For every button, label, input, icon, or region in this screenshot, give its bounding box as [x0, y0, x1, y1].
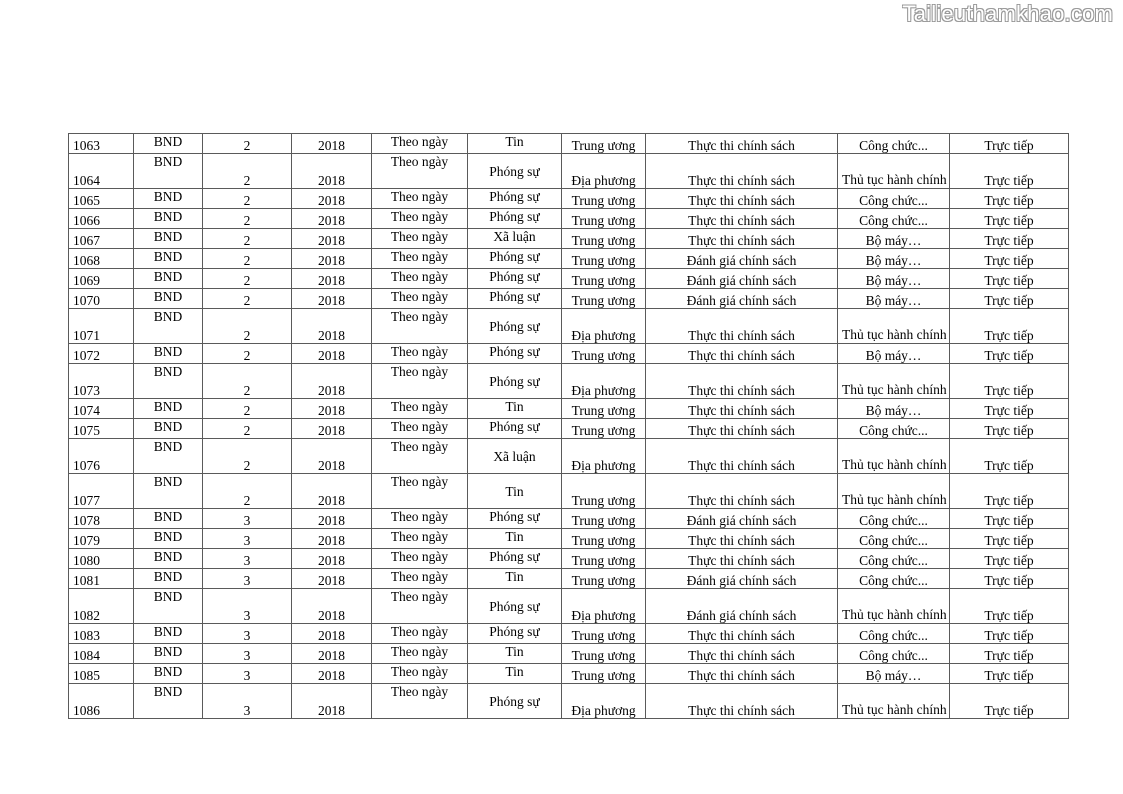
month-cell: 2 — [203, 399, 292, 419]
month-cell: 2 — [203, 189, 292, 209]
genre-cell: Phóng sự — [468, 364, 562, 399]
table-body — [69, 134, 1069, 719]
year-cell: 2018 — [292, 529, 372, 549]
mode-cell: Trực tiếp — [950, 344, 1069, 364]
level-cell: Trung ương — [562, 229, 646, 249]
row-number-cell: 1080 — [69, 549, 134, 569]
table-row — [69, 269, 1069, 289]
level-cell: Trung ương — [562, 399, 646, 419]
mode-cell: Trực tiếp — [950, 309, 1069, 344]
mode-cell: Trực tiếp — [950, 624, 1069, 644]
frequency-cell: Theo ngày — [372, 569, 468, 589]
subject-cell: Bộ máy… — [838, 289, 950, 309]
genre-cell: Tin — [468, 644, 562, 664]
mode-cell: Trực tiếp — [950, 399, 1069, 419]
row-number-cell: 1065 — [69, 189, 134, 209]
mode-cell: Trực tiếp — [950, 419, 1069, 439]
month-cell: 2 — [203, 364, 292, 399]
row-number-cell: 1071 — [69, 309, 134, 344]
month-cell: 3 — [203, 549, 292, 569]
row-number-cell: 1075 — [69, 419, 134, 439]
level-cell: Trung ương — [562, 529, 646, 549]
table-row — [69, 549, 1069, 569]
level-cell: Trung ương — [562, 289, 646, 309]
year-cell: 2018 — [292, 399, 372, 419]
mode-cell: Trực tiếp — [950, 229, 1069, 249]
topic-cell: Thực thi chính sách — [646, 229, 838, 249]
mode-cell: Trực tiếp — [950, 249, 1069, 269]
topic-cell: Thực thi chính sách — [646, 549, 838, 569]
row-number-cell: 1079 — [69, 529, 134, 549]
table-row — [69, 529, 1069, 549]
subject-cell: Công chức... — [838, 189, 950, 209]
source-cell: BND — [134, 229, 203, 249]
topic-cell: Thực thi chính sách — [646, 134, 838, 154]
source-cell: BND — [134, 209, 203, 229]
genre-cell: Tin — [468, 569, 562, 589]
row-number-cell: 1074 — [69, 399, 134, 419]
source-cell: BND — [134, 289, 203, 309]
genre-cell: Phóng sự — [468, 509, 562, 529]
month-cell: 3 — [203, 624, 292, 644]
subject-cell: Công chức... — [838, 624, 950, 644]
table-row — [69, 344, 1069, 364]
row-number-cell: 1072 — [69, 344, 134, 364]
month-cell: 2 — [203, 344, 292, 364]
records-table — [68, 133, 1069, 719]
genre-cell: Phóng sự — [468, 209, 562, 229]
level-cell: Trung ương — [562, 624, 646, 644]
genre-cell: Phóng sự — [468, 419, 562, 439]
genre-cell: Phóng sự — [468, 549, 562, 569]
level-cell: Trung ương — [562, 419, 646, 439]
frequency-cell: Theo ngày — [372, 589, 468, 624]
topic-cell: Thực thi chính sách — [646, 419, 838, 439]
month-cell: 2 — [203, 209, 292, 229]
source-cell: BND — [134, 569, 203, 589]
year-cell: 2018 — [292, 209, 372, 229]
month-cell: 3 — [203, 569, 292, 589]
topic-cell: Đánh giá chính sách — [646, 249, 838, 269]
genre-cell: Tin — [468, 664, 562, 684]
genre-cell: Tin — [468, 529, 562, 549]
source-cell: BND — [134, 134, 203, 154]
level-cell: Trung ương — [562, 249, 646, 269]
frequency-cell: Theo ngày — [372, 309, 468, 344]
month-cell: 3 — [203, 529, 292, 549]
mode-cell: Trực tiếp — [950, 154, 1069, 189]
month-cell: 3 — [203, 684, 292, 719]
genre-cell: Xã luận — [468, 229, 562, 249]
month-cell: 2 — [203, 134, 292, 154]
month-cell: 2 — [203, 249, 292, 269]
table-row — [69, 229, 1069, 249]
table-row — [69, 569, 1069, 589]
table-row — [69, 589, 1069, 624]
mode-cell: Trực tiếp — [950, 474, 1069, 509]
table-row — [69, 509, 1069, 529]
genre-cell: Phóng sự — [468, 309, 562, 344]
genre-cell: Phóng sự — [468, 589, 562, 624]
topic-cell: Thực thi chính sách — [646, 529, 838, 549]
row-number-cell: 1078 — [69, 509, 134, 529]
frequency-cell: Theo ngày — [372, 249, 468, 269]
level-cell: Trung ương — [562, 209, 646, 229]
month-cell: 2 — [203, 419, 292, 439]
level-cell: Địa phương — [562, 684, 646, 719]
genre-cell: Phóng sự — [468, 684, 562, 719]
topic-cell: Đánh giá chính sách — [646, 269, 838, 289]
topic-cell: Thực thi chính sách — [646, 209, 838, 229]
genre-cell: Phóng sự — [468, 624, 562, 644]
row-number-cell: 1083 — [69, 624, 134, 644]
subject-cell: Thủ tục hành chính — [838, 684, 950, 719]
topic-cell: Thực thi chính sách — [646, 684, 838, 719]
year-cell: 2018 — [292, 134, 372, 154]
genre-cell: Phóng sự — [468, 249, 562, 269]
level-cell: Trung ương — [562, 344, 646, 364]
topic-cell: Thực thi chính sách — [646, 624, 838, 644]
genre-cell: Phóng sự — [468, 269, 562, 289]
subject-cell: Thủ tục hành chính — [838, 589, 950, 624]
source-cell: BND — [134, 684, 203, 719]
mode-cell: Trực tiếp — [950, 509, 1069, 529]
mode-cell: Trực tiếp — [950, 289, 1069, 309]
frequency-cell: Theo ngày — [372, 439, 468, 474]
frequency-cell: Theo ngày — [372, 289, 468, 309]
year-cell: 2018 — [292, 189, 372, 209]
genre-cell: Phóng sự — [468, 189, 562, 209]
subject-cell: Bộ máy… — [838, 664, 950, 684]
subject-cell: Công chức... — [838, 549, 950, 569]
subject-cell: Thủ tục hành chính — [838, 439, 950, 474]
year-cell: 2018 — [292, 684, 372, 719]
year-cell: 2018 — [292, 289, 372, 309]
level-cell: Trung ương — [562, 549, 646, 569]
row-number-cell: 1070 — [69, 289, 134, 309]
source-cell: BND — [134, 364, 203, 399]
mode-cell: Trực tiếp — [950, 189, 1069, 209]
source-cell: BND — [134, 189, 203, 209]
month-cell: 3 — [203, 644, 292, 664]
subject-cell: Thủ tục hành chính — [838, 309, 950, 344]
table-row — [69, 154, 1069, 189]
topic-cell: Thực thi chính sách — [646, 344, 838, 364]
subject-cell: Bộ máy… — [838, 344, 950, 364]
level-cell: Trung ương — [562, 189, 646, 209]
subject-cell: Công chức... — [838, 644, 950, 664]
month-cell: 2 — [203, 474, 292, 509]
topic-cell: Thực thi chính sách — [646, 474, 838, 509]
topic-cell: Thực thi chính sách — [646, 644, 838, 664]
table-row — [69, 419, 1069, 439]
genre-cell: Tin — [468, 399, 562, 419]
subject-cell: Công chức... — [838, 529, 950, 549]
table-row — [69, 309, 1069, 344]
source-cell: BND — [134, 309, 203, 344]
row-number-cell: 1069 — [69, 269, 134, 289]
year-cell: 2018 — [292, 269, 372, 289]
table-row — [69, 189, 1069, 209]
table-row — [69, 134, 1069, 154]
row-number-cell: 1066 — [69, 209, 134, 229]
table-row — [69, 439, 1069, 474]
site-watermark: Tailieuthamkhao.com — [902, 1, 1113, 26]
subject-cell: Công chức... — [838, 569, 950, 589]
year-cell: 2018 — [292, 344, 372, 364]
source-cell: BND — [134, 439, 203, 474]
month-cell: 2 — [203, 154, 292, 189]
genre-cell: Tin — [468, 474, 562, 509]
frequency-cell: Theo ngày — [372, 644, 468, 664]
row-number-cell: 1073 — [69, 364, 134, 399]
row-number-cell: 1086 — [69, 684, 134, 719]
mode-cell: Trực tiếp — [950, 684, 1069, 719]
frequency-cell: Theo ngày — [372, 229, 468, 249]
source-cell: BND — [134, 399, 203, 419]
month-cell: 2 — [203, 229, 292, 249]
topic-cell: Đánh giá chính sách — [646, 589, 838, 624]
year-cell: 2018 — [292, 624, 372, 644]
table-row — [69, 684, 1069, 719]
year-cell: 2018 — [292, 249, 372, 269]
table-row — [69, 624, 1069, 644]
genre-cell: Tin — [468, 134, 562, 154]
mode-cell: Trực tiếp — [950, 439, 1069, 474]
frequency-cell: Theo ngày — [372, 269, 468, 289]
subject-cell: Bộ máy… — [838, 249, 950, 269]
year-cell: 2018 — [292, 229, 372, 249]
subject-cell: Bộ máy… — [838, 399, 950, 419]
row-number-cell: 1067 — [69, 229, 134, 249]
frequency-cell: Theo ngày — [372, 189, 468, 209]
row-number-cell: 1063 — [69, 134, 134, 154]
level-cell: Trung ương — [562, 269, 646, 289]
frequency-cell: Theo ngày — [372, 664, 468, 684]
source-cell: BND — [134, 549, 203, 569]
level-cell: Trung ương — [562, 509, 646, 529]
source-cell: BND — [134, 509, 203, 529]
year-cell: 2018 — [292, 569, 372, 589]
frequency-cell: Theo ngày — [372, 474, 468, 509]
mode-cell: Trực tiếp — [950, 134, 1069, 154]
subject-cell: Công chức... — [838, 419, 950, 439]
mode-cell: Trực tiếp — [950, 644, 1069, 664]
table-row — [69, 209, 1069, 229]
month-cell: 3 — [203, 509, 292, 529]
table-row — [69, 474, 1069, 509]
row-number-cell: 1084 — [69, 644, 134, 664]
source-cell: BND — [134, 419, 203, 439]
subject-cell: Thủ tục hành chính — [838, 154, 950, 189]
year-cell: 2018 — [292, 309, 372, 344]
source-cell: BND — [134, 344, 203, 364]
source-cell: BND — [134, 529, 203, 549]
topic-cell: Thực thi chính sách — [646, 309, 838, 344]
row-number-cell: 1076 — [69, 439, 134, 474]
mode-cell: Trực tiếp — [950, 364, 1069, 399]
subject-cell: Công chức... — [838, 509, 950, 529]
genre-cell: Phóng sự — [468, 154, 562, 189]
year-cell: 2018 — [292, 474, 372, 509]
month-cell: 3 — [203, 589, 292, 624]
topic-cell: Đánh giá chính sách — [646, 569, 838, 589]
year-cell: 2018 — [292, 549, 372, 569]
row-number-cell: 1082 — [69, 589, 134, 624]
level-cell: Trung ương — [562, 134, 646, 154]
year-cell: 2018 — [292, 364, 372, 399]
level-cell: Trung ương — [562, 474, 646, 509]
frequency-cell: Theo ngày — [372, 509, 468, 529]
month-cell: 3 — [203, 664, 292, 684]
month-cell: 2 — [203, 439, 292, 474]
year-cell: 2018 — [292, 439, 372, 474]
mode-cell: Trực tiếp — [950, 529, 1069, 549]
topic-cell: Thực thi chính sách — [646, 364, 838, 399]
frequency-cell: Theo ngày — [372, 684, 468, 719]
source-cell: BND — [134, 589, 203, 624]
table-row — [69, 364, 1069, 399]
subject-cell: Công chức... — [838, 209, 950, 229]
level-cell: Địa phương — [562, 589, 646, 624]
table-row — [69, 644, 1069, 664]
subject-cell: Thủ tục hành chính — [838, 474, 950, 509]
frequency-cell: Theo ngày — [372, 419, 468, 439]
year-cell: 2018 — [292, 509, 372, 529]
source-cell: BND — [134, 474, 203, 509]
mode-cell: Trực tiếp — [950, 664, 1069, 684]
month-cell: 2 — [203, 289, 292, 309]
frequency-cell: Theo ngày — [372, 529, 468, 549]
source-cell: BND — [134, 154, 203, 189]
row-number-cell: 1081 — [69, 569, 134, 589]
table-row — [69, 399, 1069, 419]
topic-cell: Đánh giá chính sách — [646, 289, 838, 309]
frequency-cell: Theo ngày — [372, 624, 468, 644]
source-cell: BND — [134, 249, 203, 269]
year-cell: 2018 — [292, 589, 372, 624]
level-cell: Địa phương — [562, 309, 646, 344]
topic-cell: Thực thi chính sách — [646, 399, 838, 419]
level-cell: Trung ương — [562, 664, 646, 684]
row-number-cell: 1085 — [69, 664, 134, 684]
year-cell: 2018 — [292, 419, 372, 439]
genre-cell: Xã luận — [468, 439, 562, 474]
month-cell: 2 — [203, 309, 292, 344]
source-cell: BND — [134, 644, 203, 664]
topic-cell: Đánh giá chính sách — [646, 509, 838, 529]
row-number-cell: 1077 — [69, 474, 134, 509]
topic-cell: Thực thi chính sách — [646, 439, 838, 474]
month-cell: 2 — [203, 269, 292, 289]
mode-cell: Trực tiếp — [950, 589, 1069, 624]
frequency-cell: Theo ngày — [372, 344, 468, 364]
source-cell: BND — [134, 624, 203, 644]
level-cell: Trung ương — [562, 569, 646, 589]
mode-cell: Trực tiếp — [950, 269, 1069, 289]
source-cell: BND — [134, 269, 203, 289]
subject-cell: Bộ máy… — [838, 229, 950, 249]
source-cell: BND — [134, 664, 203, 684]
genre-cell: Phóng sự — [468, 344, 562, 364]
frequency-cell: Theo ngày — [372, 154, 468, 189]
row-number-cell: 1068 — [69, 249, 134, 269]
frequency-cell: Theo ngày — [372, 399, 468, 419]
mode-cell: Trực tiếp — [950, 549, 1069, 569]
frequency-cell: Theo ngày — [372, 364, 468, 399]
year-cell: 2018 — [292, 664, 372, 684]
level-cell: Địa phương — [562, 154, 646, 189]
subject-cell: Bộ máy… — [838, 269, 950, 289]
mode-cell: Trực tiếp — [950, 209, 1069, 229]
table-row — [69, 289, 1069, 309]
frequency-cell: Theo ngày — [372, 134, 468, 154]
genre-cell: Phóng sự — [468, 289, 562, 309]
level-cell: Địa phương — [562, 439, 646, 474]
subject-cell: Công chức... — [838, 134, 950, 154]
mode-cell: Trực tiếp — [950, 569, 1069, 589]
table-row — [69, 249, 1069, 269]
subject-cell: Thủ tục hành chính — [838, 364, 950, 399]
row-number-cell: 1064 — [69, 154, 134, 189]
frequency-cell: Theo ngày — [372, 549, 468, 569]
year-cell: 2018 — [292, 644, 372, 664]
table-row — [69, 664, 1069, 684]
level-cell: Địa phương — [562, 364, 646, 399]
topic-cell: Thực thi chính sách — [646, 154, 838, 189]
level-cell: Trung ương — [562, 644, 646, 664]
frequency-cell: Theo ngày — [372, 209, 468, 229]
topic-cell: Thực thi chính sách — [646, 664, 838, 684]
topic-cell: Thực thi chính sách — [646, 189, 838, 209]
year-cell: 2018 — [292, 154, 372, 189]
